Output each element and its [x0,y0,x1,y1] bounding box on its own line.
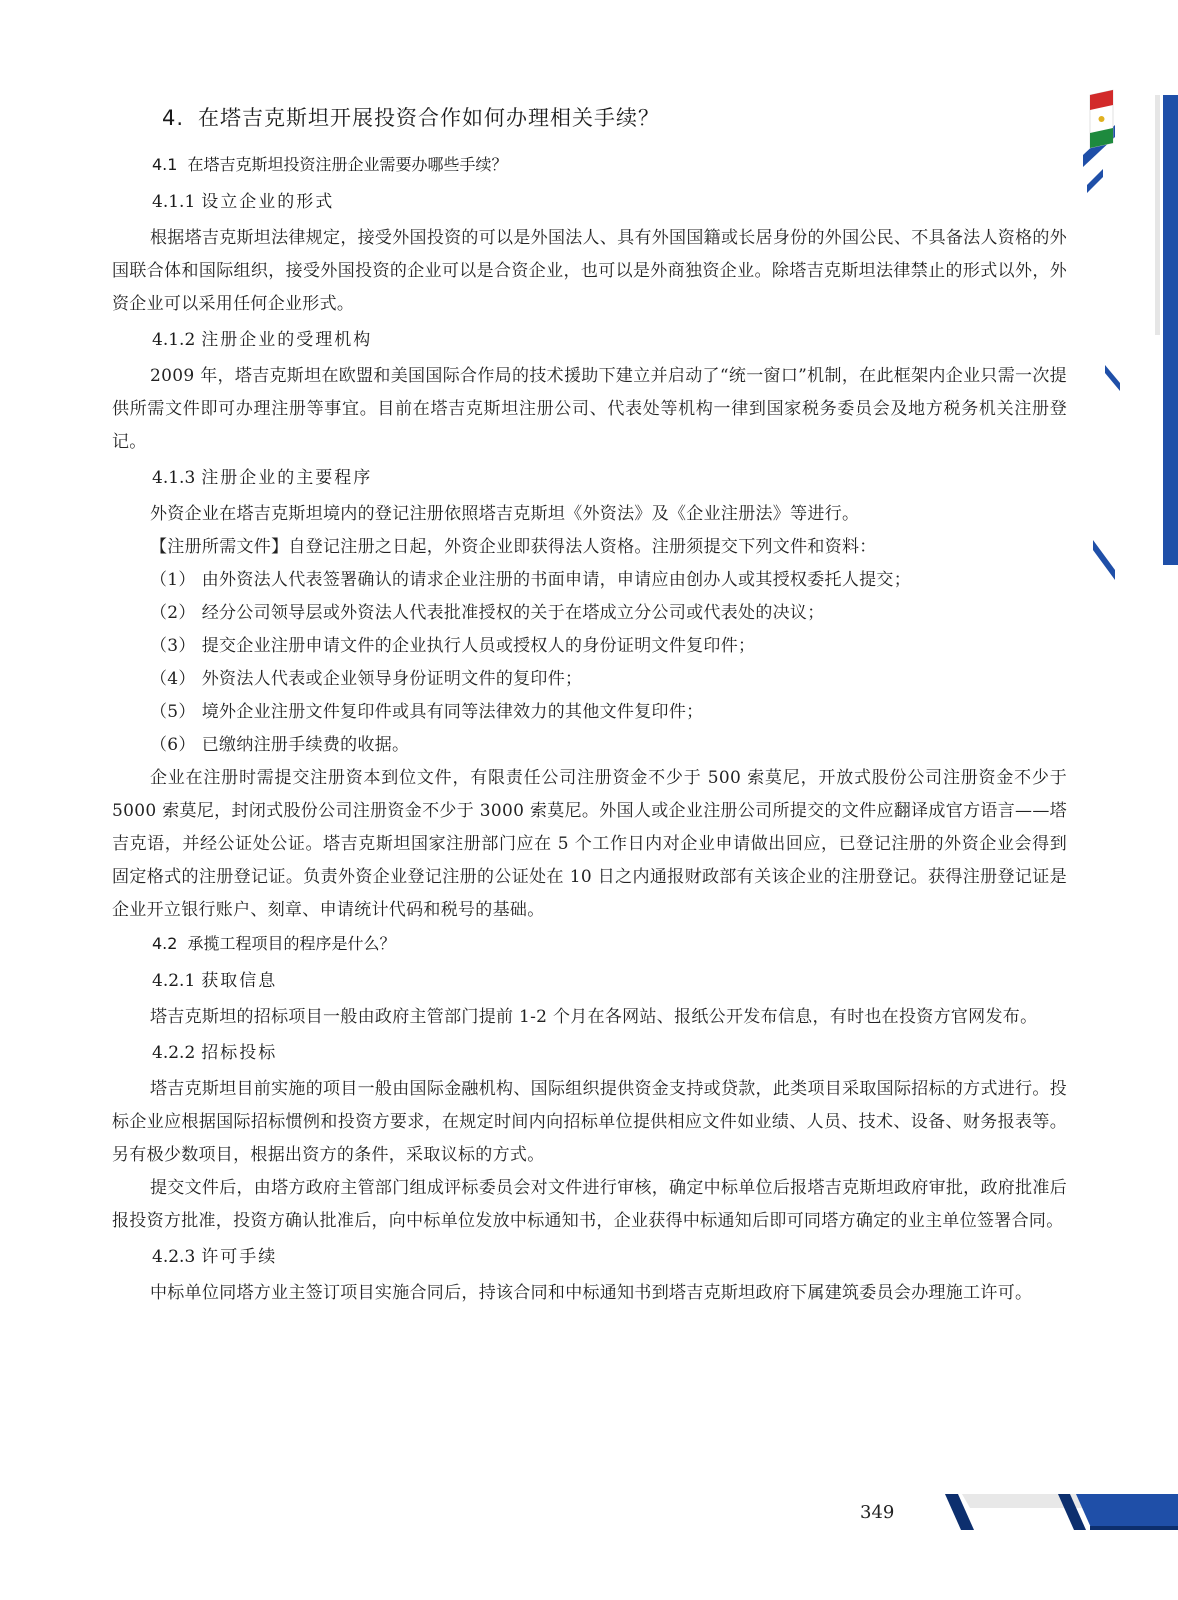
heading-4-2-3: 4.2.3 许可手续 [152,1247,278,1267]
tajikistan-flag-icon [1090,90,1113,148]
paragraph: 塔吉克斯坦的招标项目一般由政府主管部门提前 1-2 个月在各网站、报纸公开发布信息，有时也在投资方官网发布。 [150,1007,1038,1027]
list-item: （6） 已缴纳注册手续费的收据。 [150,735,410,755]
paragraph: 外资企业在塔吉克斯坦境内的登记注册依照塔吉克斯坦《外资法》及《企业注册法》等进行。 [150,504,860,524]
subsection-heading-4-1: 4.1 在塔吉克斯坦投资注册企业需要办哪些手续？ [152,155,508,174]
paragraph: 塔吉克斯坦目前实施的项目一般由国际金融机构、国际组织提供资金支持或贷款，此类项目采取国际招标的方式进行。投标企业应根据国际招标惯例和投资方要求，在规定时间内向招标单位提供相应文件如业绩、人员、技术、设备、财务报表等。另有极少数项目，根据出资方的条件，采取议标的方式。 [112,1079,1067,1165]
page-number: 349 [860,1502,895,1523]
heading-4-2-1: 4.2.1 获取信息 [152,971,278,991]
paragraph: 【注册所需文件】自登记注册之日起，外资企业即获得法人资格。注册须提交下列文件和资料： [150,537,877,557]
footer-stripes-decoration [940,1490,1178,1535]
section-heading: 4. 在塔吉克斯坦开展投资合作如何办理相关手续？ [162,106,661,130]
paragraph: 提交文件后，由塔方政府主管部门组成评标委员会对文件进行审核，确定中标单位后报塔吉克斯坦政府审批，政府批准后报投资方批准，投资方确认批准后，向中标单位发放中标通知书，企业获得中标通知后即可同塔方确定的业主单位签署合同。 [112,1178,1067,1231]
subsection-heading-4-2: 4.2 承揽工程项目的程序是什么？ [152,934,396,953]
side-blue-bar [1163,95,1178,565]
heading-4-1-2: 4.1.2 注册企业的受理机构 [152,330,373,350]
page-content [112,102,1067,1314]
paragraph: 2009 年，塔吉克斯坦在欧盟和美国国际合作局的技术援助下建立并启动了“统一窗口”机制，在此框架内企业只需一次提供所需文件即可办理注册等事宜。目前在塔吉克斯坦注册公司、代表处等机构一律到国家税务委员会及地方税务机关注册登记。 [112,366,1067,452]
flag-tab-decoration [1075,85,1178,585]
heading-4-2-2: 4.2.2 招标投标 [152,1043,278,1063]
paragraph: 中标单位同塔方业主签订项目实施合同后，持该合同和中标通知书到塔吉克斯坦政府下属建筑委员会办理施工许可。 [150,1283,1033,1303]
heading-4-1-3: 4.1.3 注册企业的主要程序 [152,468,373,488]
list-item: （5） 境外企业注册文件复印件或具有同等法律效力的其他文件复印件； [150,702,704,722]
paragraph: 企业在注册时需提交注册资本到位文件，有限责任公司注册资金不少于 500 索莫尼，开放式股份公司注册资金不少于 5000 索莫尼，封闭式股份公司注册资金不少于 3000 索莫尼。外国人或企业注册公司所提交的文件应翻译成官方语言——塔吉克语，并经公证处公证。塔吉克斯坦国家注册部门应在 5 个工作日内对企业申请做出回应，已登记注册的外资企业会得到固定格式的注册登记证。负责外资企业登记注册的公证处在 10 日之内通报财政部有关该企业的注册登记。获得注册登记证是企业开立银行账户、刻章、申请统计代码和税号的基础。 [112,768,1067,920]
paragraph: 根据塔吉克斯坦法律规定，接受外国投资的可以是外国法人、具有外国国籍或长居身份的外国公民、不具备法人资格的外国联合体和国际组织，接受外国投资的企业可以是合资企业，也可以是外商独资企业。除塔吉克斯坦法律禁止的形式以外，外资企业可以采用任何企业形式。 [112,228,1067,314]
list-item: （2） 经分公司领导层或外资法人代表批准授权的关于在塔成立分公司或代表处的决议； [150,603,825,623]
heading-4-1-1: 4.1.1 设立企业的形式 [152,192,335,212]
list-item: （4） 外资法人代表或企业领导身份证明文件的复印件； [150,669,583,689]
required-documents-list [112,564,1067,762]
list-item: （1） 由外资法人代表签署确认的请求企业注册的书面申请，申请应由创办人或其授权委托人提交； [150,570,912,590]
list-item: （3） 提交企业注册申请文件的企业执行人员或授权人的身份证明文件复印件； [150,636,756,656]
